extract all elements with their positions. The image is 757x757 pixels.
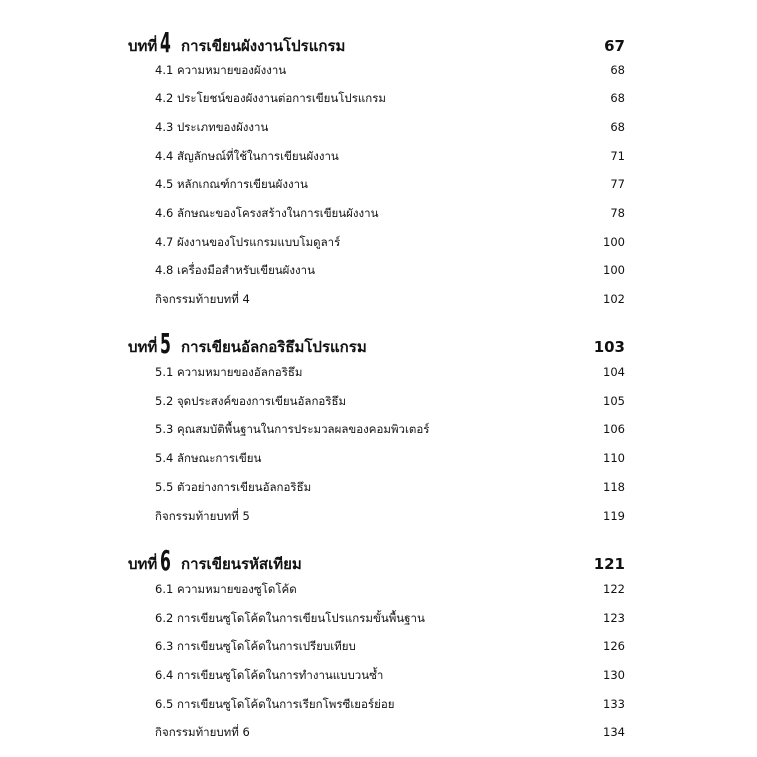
- entry-title: 4.2 ประโยชน์ของผังงานต่อการเขียนโปรแกรม: [155, 91, 386, 105]
- chapter-number: 5: [160, 327, 171, 360]
- chapter-heading: [128, 535, 625, 575]
- toc-entry: [155, 449, 625, 467]
- chapter-title: การเขียนรหัสเทียม: [181, 555, 302, 573]
- entry-title: กิจกรรมท้ายบทที่ 4: [155, 292, 250, 306]
- entry-page-number: 118: [603, 480, 625, 494]
- chapter-page-number: 103: [593, 338, 625, 356]
- chapter-page-number: 67: [604, 37, 625, 55]
- entry-page-number: 122: [603, 582, 625, 596]
- entry-page-number: 68: [610, 91, 625, 105]
- entry-page-number: 104: [603, 365, 625, 379]
- entry-title: 4.6 ลักษณะของโครงสร้างในการเขียนผังงาน: [155, 206, 379, 220]
- entry-title: กิจกรรมท้ายบทที่ 6: [155, 725, 250, 739]
- toc-entry: [155, 290, 625, 308]
- entry-title: 5.2 จุดประสงค์ของการเขียนอัลกอริธึม: [155, 394, 347, 408]
- entry-title: 5.1 ความหมายของอัลกอริธึม: [155, 365, 303, 379]
- entry-title: 4.1 ความหมายของผังงาน: [155, 63, 287, 77]
- entry-title: 5.4 ลักษณะการเขียน: [155, 451, 262, 465]
- toc-entry: [155, 666, 625, 684]
- toc-entry: [155, 233, 625, 251]
- entry-title: 4.4 สัญลักษณ์ที่ใช้ในการเขียนผังงาน: [155, 149, 339, 163]
- entry-title: 6.4 การเขียนซูโดโค้ดในการทำงานแบบวนซ้ำ: [155, 668, 384, 682]
- entry-page-number: 68: [610, 120, 625, 134]
- toc-entry: [155, 392, 625, 410]
- toc-entry: [155, 61, 625, 79]
- chapter-number: 6: [160, 544, 171, 577]
- toc-entry: [155, 118, 625, 136]
- toc-entry: [155, 580, 625, 598]
- entry-page-number: 110: [603, 451, 625, 465]
- toc-entry: [155, 507, 625, 525]
- chapter-number: 4: [160, 26, 171, 59]
- entry-title: กิจกรรมท้ายบทที่ 5: [155, 509, 250, 523]
- entry-title: 4.5 หลักเกณฑ์การเขียนผังงาน: [155, 177, 308, 191]
- chapter-heading: [128, 318, 625, 358]
- entry-title: 6.1 ความหมายของซูโดโค้ด: [155, 582, 297, 596]
- chapter-page-number: 121: [593, 555, 625, 573]
- entry-page-number: 100: [603, 235, 625, 249]
- toc-entry: [155, 204, 625, 222]
- entry-title: 6.5 การเขียนซูโดโค้ดในการเรียกโพรซีเยอร์ย่อย: [155, 697, 395, 711]
- entry-title: 4.7 ผังงานของโปรแกรมแบบโมดูลาร์: [155, 235, 341, 249]
- entry-page-number: 100: [603, 263, 625, 277]
- chapter-title: การเขียนผังงานโปรแกรม: [181, 37, 346, 55]
- toc-entry: [155, 261, 625, 279]
- entry-page-number: 68: [610, 63, 625, 77]
- toc-entry: [155, 147, 625, 165]
- toc-entry: [155, 420, 625, 438]
- entry-page-number: 123: [603, 611, 625, 625]
- entry-page-number: 105: [603, 394, 625, 408]
- toc-entry: [155, 609, 625, 627]
- toc-entry: [155, 637, 625, 655]
- entry-title: 6.2 การเขียนซูโดโค้ดในการเขียนโปรแกรมขั้นพื้นฐาน: [155, 611, 425, 625]
- entry-page-number: 119: [603, 509, 625, 523]
- toc-entry: [155, 89, 625, 107]
- entry-page-number: 134: [603, 725, 625, 739]
- entry-title: 4.8 เครื่องมือสำหรับเขียนผังงาน: [155, 263, 315, 277]
- entry-page-number: 77: [610, 177, 625, 191]
- chapter-label: บทที่: [128, 37, 158, 55]
- toc-entry: [155, 363, 625, 381]
- entry-page-number: 102: [603, 292, 625, 306]
- chapter-label: บทที่: [128, 338, 158, 356]
- entry-page-number: 71: [610, 149, 625, 163]
- chapter-title: การเขียนอัลกอริธึมโปรแกรม: [181, 338, 367, 356]
- chapter-heading: [128, 17, 625, 57]
- entry-title: 5.3 คุณสมบัติพื้นฐานในการประมวลผลของคอมพิวเตอร์: [155, 422, 430, 436]
- toc-entry: [155, 478, 625, 496]
- entry-page-number: 106: [603, 422, 625, 436]
- chapter-label: บทที่: [128, 555, 158, 573]
- entry-page-number: 126: [603, 639, 625, 653]
- entry-title: 4.3 ประเภทของผังงาน: [155, 120, 269, 134]
- entry-page-number: 133: [603, 697, 625, 711]
- entry-title: 5.5 ตัวอย่างการเขียนอัลกอริธึม: [155, 480, 312, 494]
- toc-entry: [155, 175, 625, 193]
- entry-page-number: 130: [603, 668, 625, 682]
- entry-page-number: 78: [610, 206, 625, 220]
- entry-title: 6.3 การเขียนซูโดโค้ดในการเปรียบเทียบ: [155, 639, 356, 653]
- toc-entry: [155, 723, 625, 741]
- toc-entry: [155, 695, 625, 713]
